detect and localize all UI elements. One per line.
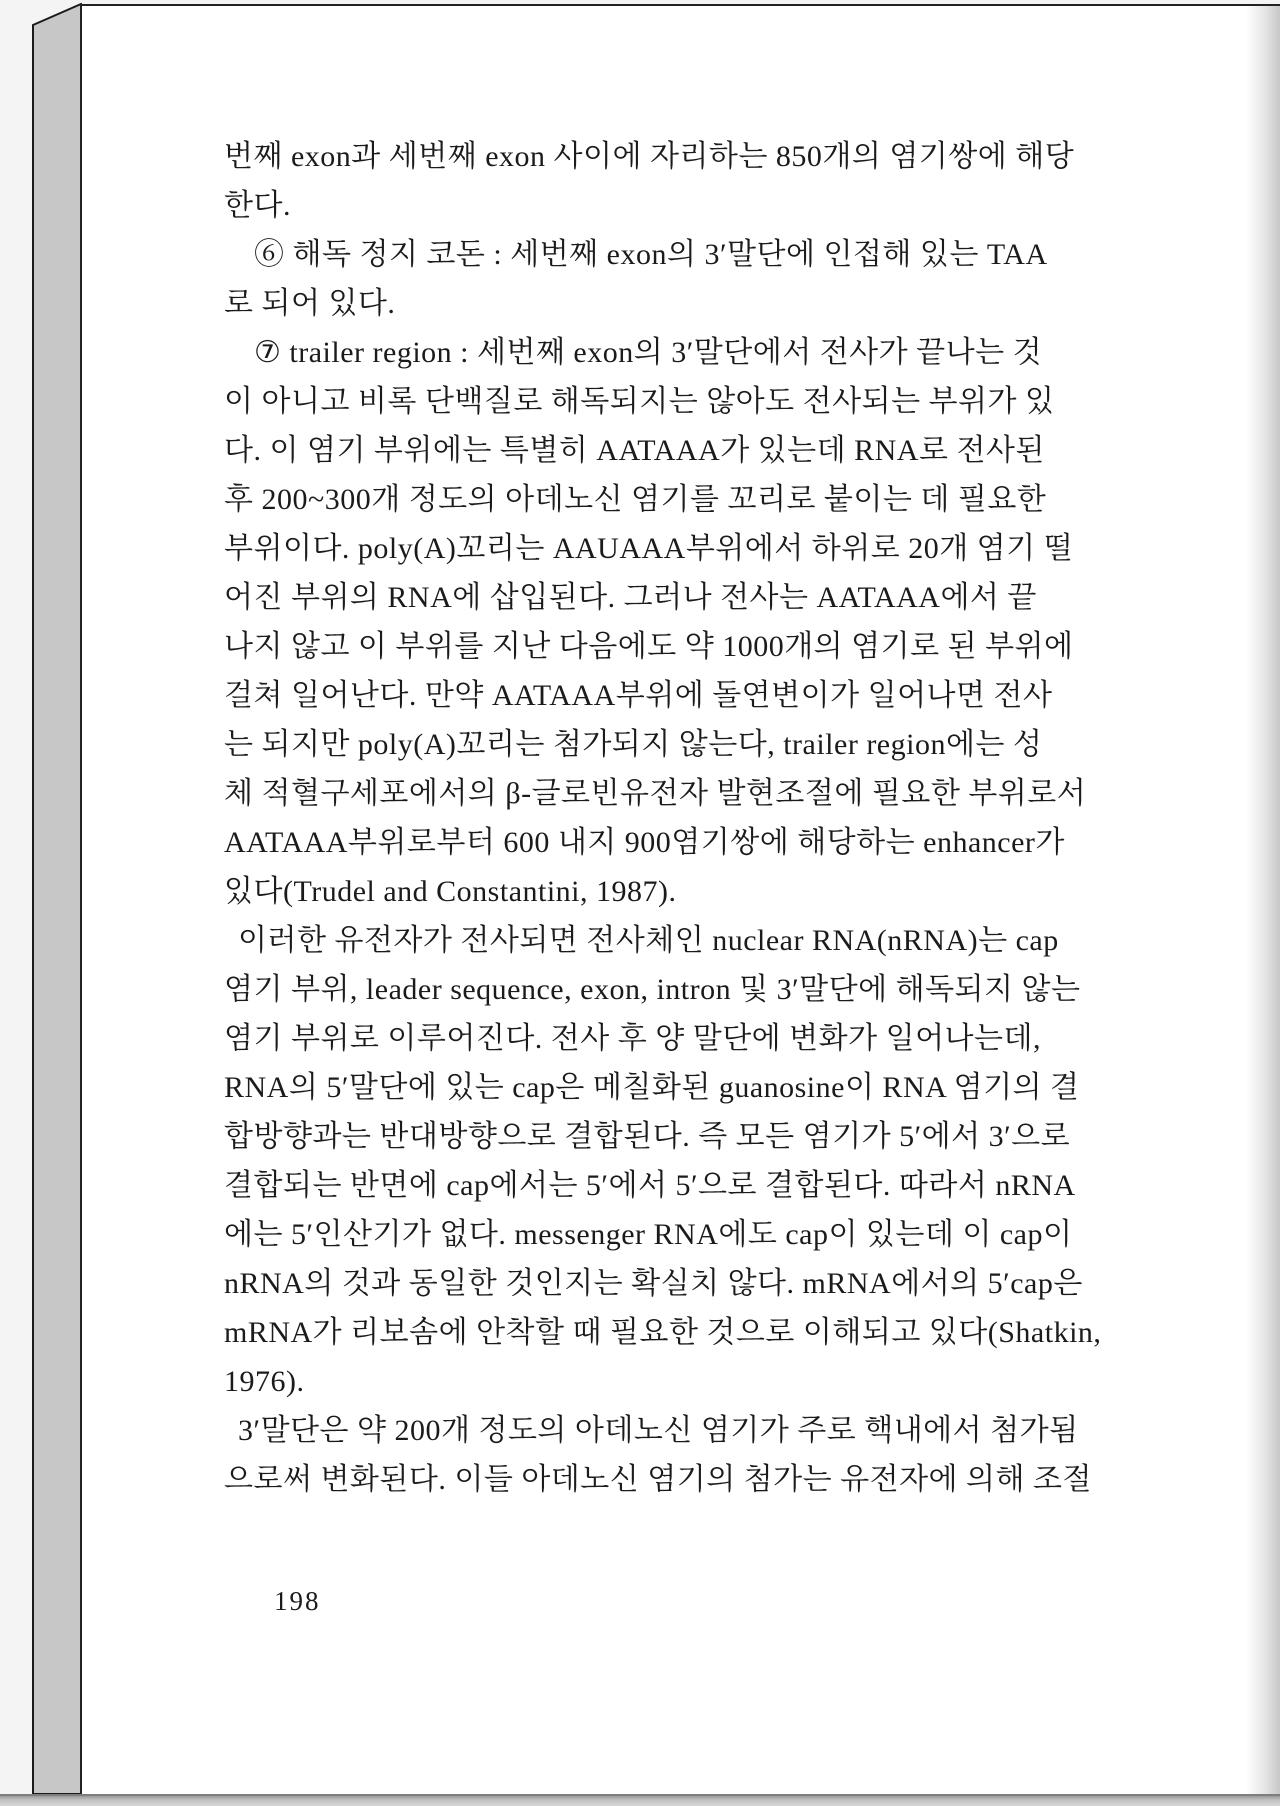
page-right-shadow	[1246, 6, 1280, 1796]
text-line: 어진 부위의 RNA에 삽입된다. 그러나 전사는 AATAAA에서 끝	[224, 581, 1037, 614]
text-line: ⑦ trailer region : 세번째 exon의 3′말단에서 전사가 끝나는 것	[254, 336, 1043, 369]
text-line: nRNA의 것과 동일한 것인지는 확실치 않다. mRNA에서의 5′cap은	[224, 1267, 1083, 1300]
text-line: 염기 부위, leader sequence, exon, intron 및 3′말단에 해독되지 않는	[224, 973, 1081, 1006]
text-line: 는 되지만 poly(A)꼬리는 첨가되지 않는다, trailer region에는 성	[224, 728, 1043, 761]
text-line: 로 되어 있다.	[224, 287, 396, 320]
page-bottom-edge	[0, 1794, 1280, 1806]
text-line: 부위이다. poly(A)꼬리는 AAUAAA부위에서 하위로 20개 염기 떨	[224, 532, 1074, 565]
text-line: 있다(Trudel and Constantini, 1987).	[224, 875, 677, 908]
text-line: 한다.	[224, 189, 291, 222]
text-line: 다. 이 염기 부위에는 특별히 AATAAA가 있는데 RNA로 전사된	[224, 434, 1045, 467]
book-spine-edge	[31, 3, 83, 1796]
text-line: 이 아니고 비록 단백질로 해독되지는 않아도 전사되는 부위가 있	[224, 385, 1055, 418]
text-line: 염기 부위로 이루어진다. 전사 후 양 말단에 변화가 일어나는데,	[224, 1022, 1041, 1055]
body-text	[224, 132, 1102, 1504]
text-line: 번째 exon과 세번째 exon 사이에 자리하는 850개의 염기쌍에 해당	[224, 140, 1075, 173]
text-line: 합방향과는 반대방향으로 결합된다. 즉 모든 염기가 5′에서 3′으로	[224, 1120, 1071, 1153]
text-line: 1976).	[224, 1365, 305, 1398]
text-line: 이러한 유전자가 전사되면 전사체인 nuclear RNA(nRNA)는 cap	[238, 924, 1059, 957]
text-line: AATAAA부위로부터 600 내지 900염기쌍에 해당하는 enhancer가	[224, 826, 1065, 859]
text-line: 결합되는 반면에 cap에서는 5′에서 5′으로 결합된다. 따라서 nRNA	[224, 1169, 1076, 1202]
text-line: 나지 않고 이 부위를 지난 다음에도 약 1000개의 염기로 된 부위에	[224, 630, 1074, 663]
page-number: 198	[274, 1586, 321, 1616]
text-line: 에는 5′인산기가 없다. messenger RNA에도 cap이 있는데 이 cap이	[224, 1218, 1073, 1251]
text-line: 후 200~300개 정도의 아데노신 염기를 꼬리로 붙이는 데 필요한	[224, 483, 1047, 516]
text-line: 걸쳐 일어난다. 만약 AATAAA부위에 돌연변이가 일어나면 전사	[224, 679, 1053, 712]
page	[80, 4, 1280, 1796]
text-line: mRNA가 리보솜에 안착할 때 필요한 것으로 이해되고 있다(Shatkin,	[224, 1316, 1102, 1349]
text-line: 3′말단은 약 200개 정도의 아데노신 염기가 주로 핵내에서 첨가됨	[238, 1414, 1079, 1447]
text-line: 으로써 변화된다. 이들 아데노신 염기의 첨가는 유전자에 의해 조절	[224, 1463, 1092, 1496]
text-line: RNA의 5′말단에 있는 cap은 메칠화된 guanosine이 RNA 염기의 결	[224, 1071, 1080, 1104]
text-line: ⑥ 해독 정지 코돈 : 세번째 exon의 3′말단에 인접해 있는 TAA	[254, 238, 1048, 271]
text-line: 체 적혈구세포에서의 β-글로빈유전자 발현조절에 필요한 부위로서	[224, 777, 1087, 810]
